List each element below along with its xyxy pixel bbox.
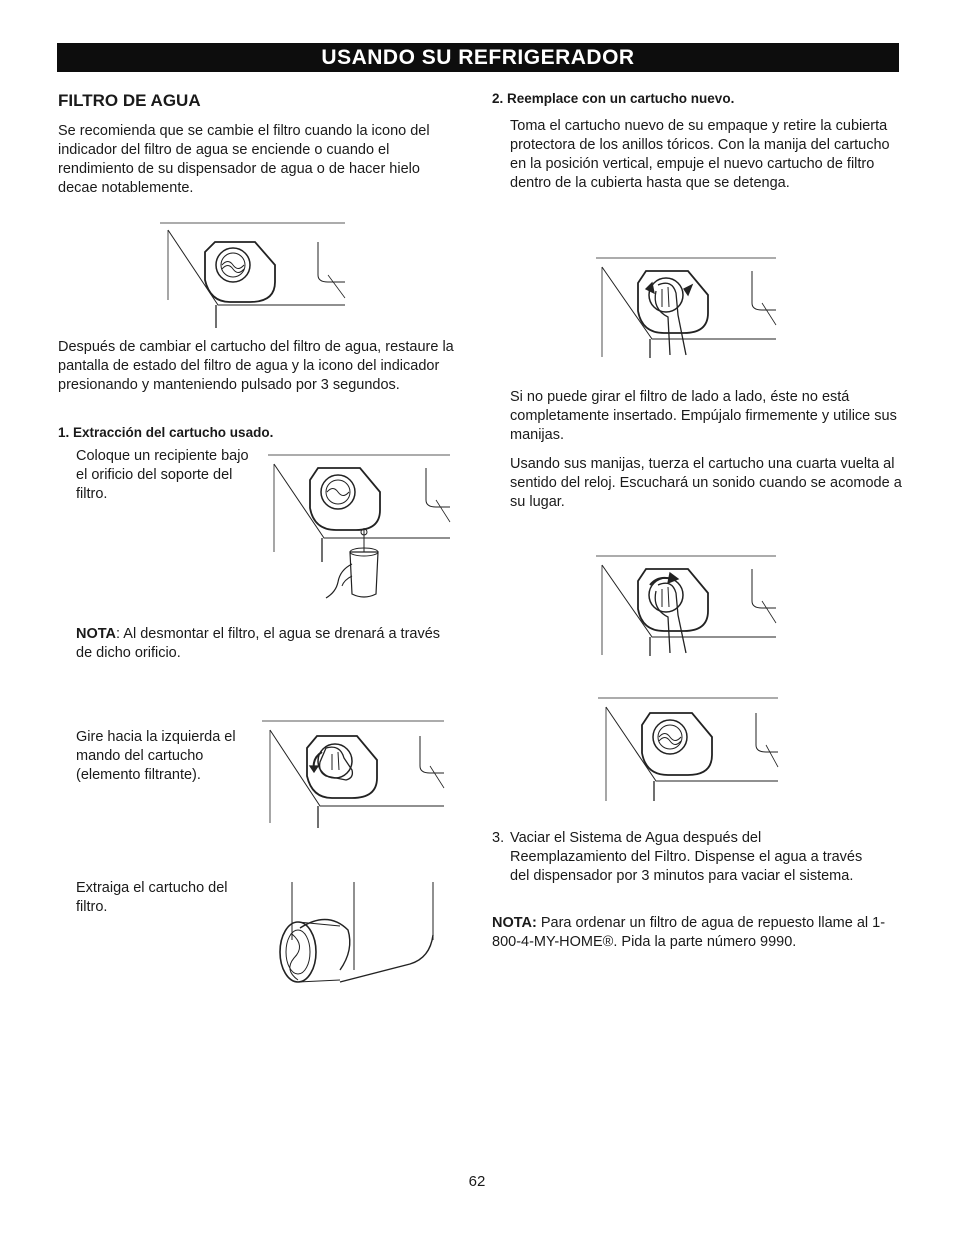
twist-cartridge-illustration	[596, 553, 781, 658]
step-3-number: 3.	[492, 830, 505, 846]
extract-cartridge-illustration	[270, 880, 440, 990]
extract-text: Extraiga el cartucho del filtro.	[76, 880, 228, 915]
turn-cartridge-illustration	[262, 718, 452, 830]
page-number: 62	[468, 1173, 486, 1190]
note-label: NOTA	[76, 626, 117, 642]
note-2-paragraph	[492, 914, 897, 952]
step-2-title: 2. Reemplace con un cartucho nuevo.	[492, 91, 735, 106]
note-paragraph	[76, 625, 456, 663]
step-1-title: 1. Extracción del cartucho usado.	[58, 425, 274, 440]
cannot-turn-paragraph: Si no puede girar el filtro de lado a lado, éste no está completamente insertado. Empújalo firmemente y utilice sus manijas.	[510, 389, 897, 443]
insert-cartridge-illustration	[596, 255, 781, 360]
turn-left-text: Gire hacia la izquierda el mando del cartucho (elemento filtrante).	[76, 729, 236, 783]
step-3-text: Vaciar el Sistema de Agua después del Reemplazamiento del Filtro. Dispense el agua a través del dispensador por 3 minutos para vaciar el sistema.	[510, 830, 863, 884]
page-header-banner: USANDO SU REFRIGERADOR	[57, 43, 899, 72]
installed-filter-illustration	[598, 695, 783, 803]
note-text: : Al desmontar el filtro, el agua se drenará a través de dicho orificio.	[76, 626, 441, 661]
section-heading: FILTRO DE AGUA	[58, 91, 201, 110]
twist-paragraph: Usando sus manijas, tuerza el cartucho una cuarta vuelta al sentido del reloj. Escuchará un sonido cuando se acomode a su lugar.	[510, 456, 902, 510]
step-2-text: Toma el cartucho nuevo de su empaque y retire la cubierta protectora de los anillos tóricos. Con la manija del cartucho en la posición vertical, empuje el nuevo cartucho de filtro dentro de la cubierta hasta que se detenga.	[510, 118, 890, 191]
intro-paragraph: Se recomienda que se cambie el filtro cuando la icono del indicador del filtro de agua se enciende o cuando el rendimiento de su dispensador de agua o de hacer hielo decae notablemente.	[58, 123, 430, 196]
container-under-filter-illustration	[268, 452, 458, 607]
note-2-label: NOTA:	[492, 915, 537, 931]
filter-housing-illustration	[160, 220, 350, 330]
note-2-text: Para ordenar un filtro de agua de repuesto llame al 1-800-4-MY-HOME®. Pida la parte número 9990.	[492, 915, 886, 950]
step-1-text: Coloque un recipiente bajo el orificio del soporte del filtro.	[76, 448, 249, 502]
after-change-paragraph: Después de cambiar el cartucho del filtro de agua, restaure la pantalla de estado del filtro de agua y la icono del indicador presionando y manteniendo pulsado por 3 segundos.	[58, 339, 454, 393]
